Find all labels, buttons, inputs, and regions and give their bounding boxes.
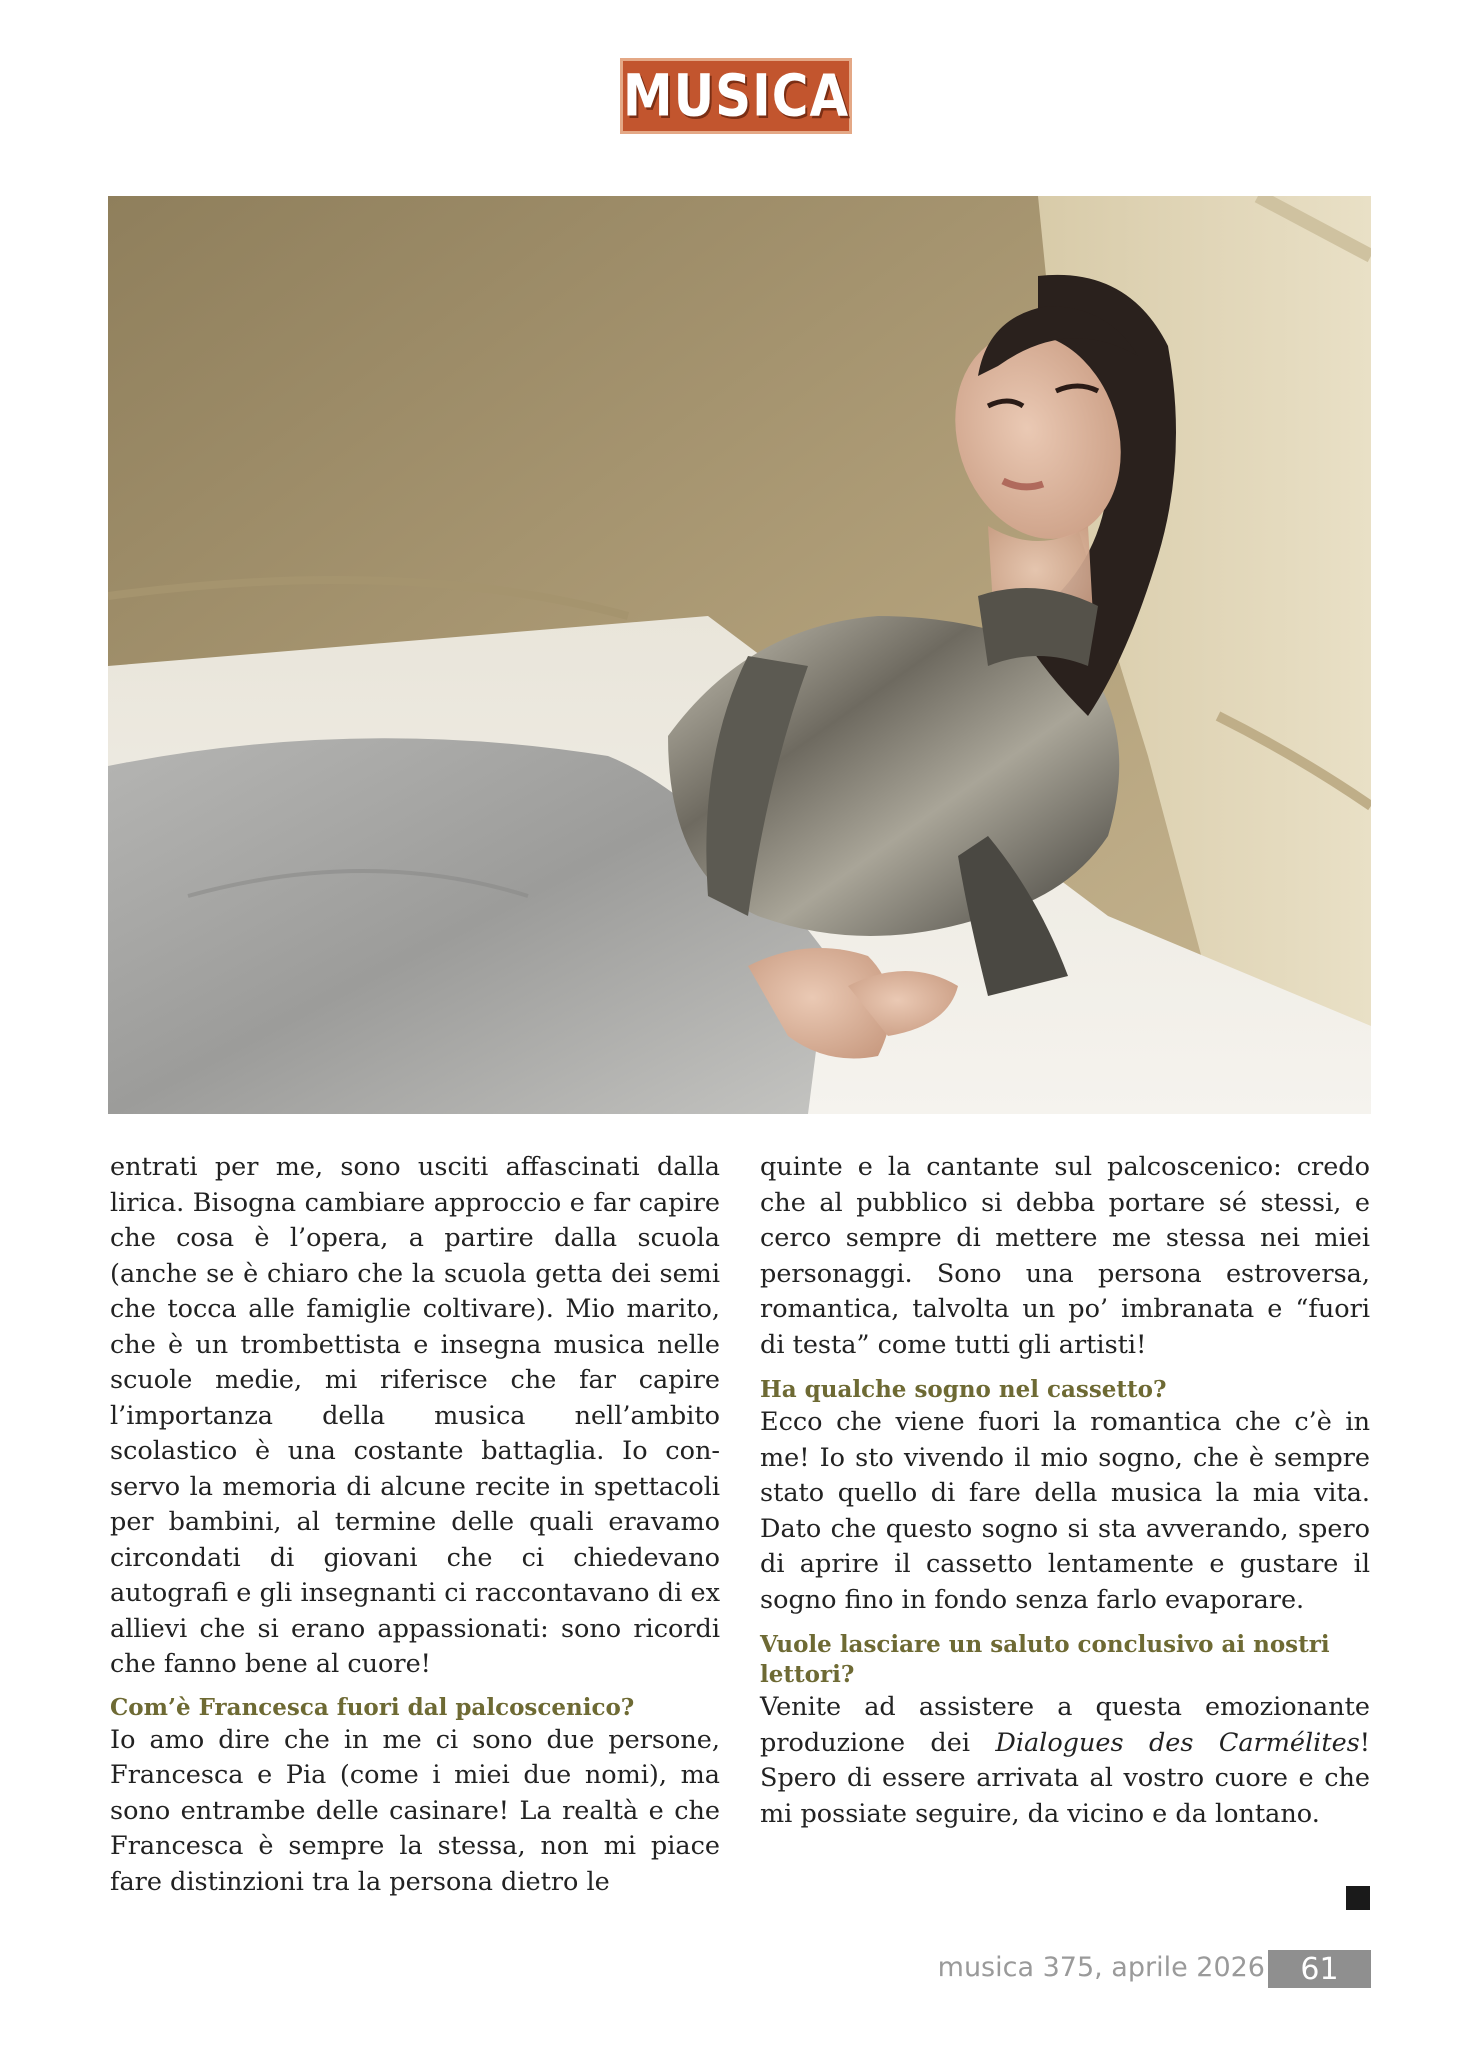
paragraph: quinte e la cantante sul palcoscenico: credo che al pubblico si debba portare sé stessi, e cerco sempre di mettere me stessa nei miei personaggi. Sono una persona estroversa, romantica, talvolta un po’ imbranata e “fuori di testa” come tutti gli artisti! bbox=[760, 1152, 1370, 1360]
paragraph-text: Venite ad assistere a questa emozionante produzione dei bbox=[760, 1692, 1370, 1758]
end-of-article-mark bbox=[1346, 1886, 1370, 1910]
interview-question: Vuole lasciare un saluto conclusivo ai nostri lettori? bbox=[760, 1631, 1330, 1688]
interview-question: Com’è Francesca fuori dal palcoscenico? bbox=[110, 1693, 635, 1721]
page-number: 61 bbox=[1268, 1950, 1371, 1988]
section-masthead bbox=[620, 58, 852, 134]
page-footer bbox=[0, 1950, 1460, 1988]
paragraph: Io amo dire che in me ci sono due persone, Francesca e Pia (come i miei due nomi), ma sono entrambe delle casinare! La realtà e che Francesca è sempre la stessa, non mi piace fare distinzioni tra la persona dietro le bbox=[110, 1724, 720, 1897]
issue-info: musica 375, aprile 2026 bbox=[937, 1952, 1265, 1983]
portrait-photo bbox=[108, 196, 1371, 1114]
right-column bbox=[760, 1150, 1370, 1832]
left-column bbox=[110, 1150, 720, 1900]
paragraph: Ecco che viene fuori la romantica che c’è in me! Io sto vivendo il mio sogno, che è sempre stato quello di fare della musica la mia vita. Dato che questo sogno si sta avverando, spero di aprire il cassetto lentamente e gustare il sogno fino in fondo senza farlo evaporare. bbox=[760, 1407, 1370, 1615]
section-label: MUSICA bbox=[622, 62, 850, 130]
paragraph: entrati per me, sono usciti affascinati dalla lirica. Bisogna cambiare approccio e far capire che cosa è l’opera, a partire dalla scuola (anche se è chiaro che la scuola getta dei semi che tocca alle famiglie coltivare). Mio marito, che è un trombettista e insegna musica nelle scuole medie, mi riferisce che far capire l’importanza della musica nell’ambito scolastico è una costante battaglia. Io conservo la memoria di alcune recite in spettacoli per bambini, al termine delle quali eravamo circondati di giovani che ci chiedevano autografi e gli insegnanti ci raccontavano di ex allievi che si erano appassionati: sono ricordi che fanno bene al cuore! bbox=[110, 1152, 720, 1679]
paragraph bbox=[760, 1690, 1370, 1832]
paragraph-text: ! Spero di essere arrivata al vostro cuore e che mi possiate seguire, da vicino e da lontano. bbox=[760, 1727, 1370, 1829]
opera-title: Dialogues des Carmélites bbox=[995, 1727, 1360, 1758]
interview-question: Ha qualche sogno nel cassetto? bbox=[760, 1376, 1167, 1403]
